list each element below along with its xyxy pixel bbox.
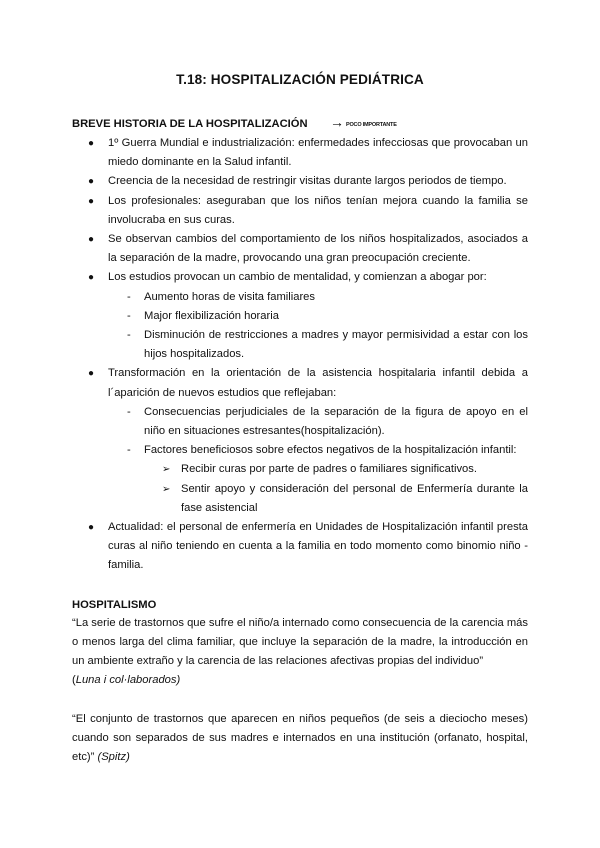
quote-line [72,748,528,767]
sub-item-line: hijos hospitalizados. [144,348,245,360]
section-heading-history: BREVE HISTORIA DE LA HOSPITALIZACIÓN [72,118,308,130]
arrow-right-icon: → [330,114,344,130]
list-item-line: Transformación en la orientación de la asistencia hospitalaria infantil debida a [108,367,528,379]
dash-icon: - [127,291,131,303]
quote-end: etc)” [72,751,95,763]
list-item-line: l´aparición de nuevos estudios que reflejaban: [108,387,337,399]
dash-icon: - [127,329,131,341]
bullet-icon: ● [88,176,95,187]
list-item-line: Creencia de la necesidad de restringir visitas durante largos periodos de tiempo. [108,175,507,187]
arrow-bullet-icon: ➢ [162,464,171,475]
dash-icon: - [127,406,131,418]
list-item-line: Actualidad: el personal de enfermería en Unidades de Hospitalización infantil presta [108,521,528,533]
sub-point-line: fase asistencial [181,502,258,514]
bullet-icon: ● [88,196,95,207]
quote-line: cuando son separados de sus madres e internados en una institución (orfanato, hospital, [72,732,528,744]
quote-line: “El conjunto de trastornos que aparecen en niños pequeños (de seis a dieciocho meses) [72,713,528,725]
sub-item-line: Aumento horas de visita familiares [144,291,315,303]
list-item-line: Se observan cambios del comportamiento de los niños hospitalizados, asociados a [108,233,528,245]
dash-icon: - [127,310,131,322]
bullet-icon: ● [88,368,95,379]
sub-point-line: Recibir curas por parte de padres o familiares significativos. [181,463,477,475]
quote-citation [72,671,528,690]
citation-author: Luna i col·laborados) [75,674,181,686]
arrow-bullet-icon: ➢ [162,484,171,495]
page-title: T.18: HOSPITALIZACIÓN PEDIÁTRICA [176,72,424,87]
sub-item-line: Major flexibilización horaria [144,310,279,322]
list-item-line: involucraba en sus curas. [108,214,235,226]
bullet-icon: ● [88,522,95,533]
bullet-icon: ● [88,234,95,245]
list-item-line: Los estudios provocan un cambio de mentalidad, y comienzan a abogar por: [108,271,487,283]
importance-note [330,113,397,135]
quote-line: o menos larga del clima familiar, que incluye la separación de la madre, la introducción en [72,636,528,648]
list-item-line: 1º Guerra Mundial e industrialización: enfermedades infecciosas que provocaban un [108,137,528,149]
sub-point-line: Sentir apoyo y consideración del personal de Enfermería durante la [181,483,528,495]
list-item-line: miedo dominante en la Salud infantil. [108,156,292,168]
sub-item-line: Factores beneficiosos sobre efectos negativos de la hospitalización infantil: [144,444,517,456]
importance-note-text: POCO IMPORTANTE [346,122,397,128]
citation-author: (Spitz) [97,751,130,763]
list-item-line: Los profesionales: aseguraban que los niños tenían mejora cuando la familia se [108,195,528,207]
quote-line: un ambiente extraño y la carencia de las relaciones afectivas propias del individuo” [72,655,484,667]
list-item-line: curas al niño teniendo en cuenta a la familia en todo momento como binomio niño - [108,540,528,552]
sub-item-line: Disminución de restricciones a madres y mayor permisividad a estar con los [144,329,528,341]
section-heading-hospitalismo: HOSPITALISMO [72,599,157,611]
quote-line: “La serie de trastornos que sufre el niño/a internado como consecuencia de la carencia más [72,617,528,629]
dash-icon: - [127,444,131,456]
sub-item-line: niño en situaciones estresantes(hospitalización). [144,425,385,437]
bullet-icon: ● [88,138,95,149]
list-item-line: familia. [108,559,144,571]
citation-paren: ( [72,674,76,686]
bullet-icon: ● [88,272,95,283]
list-item-line: la separación de la madre, provocando una gran preocupación creciente. [108,252,471,264]
sub-item-line: Consecuencias perjudiciales de la separación de la figura de apoyo en el [144,406,528,418]
